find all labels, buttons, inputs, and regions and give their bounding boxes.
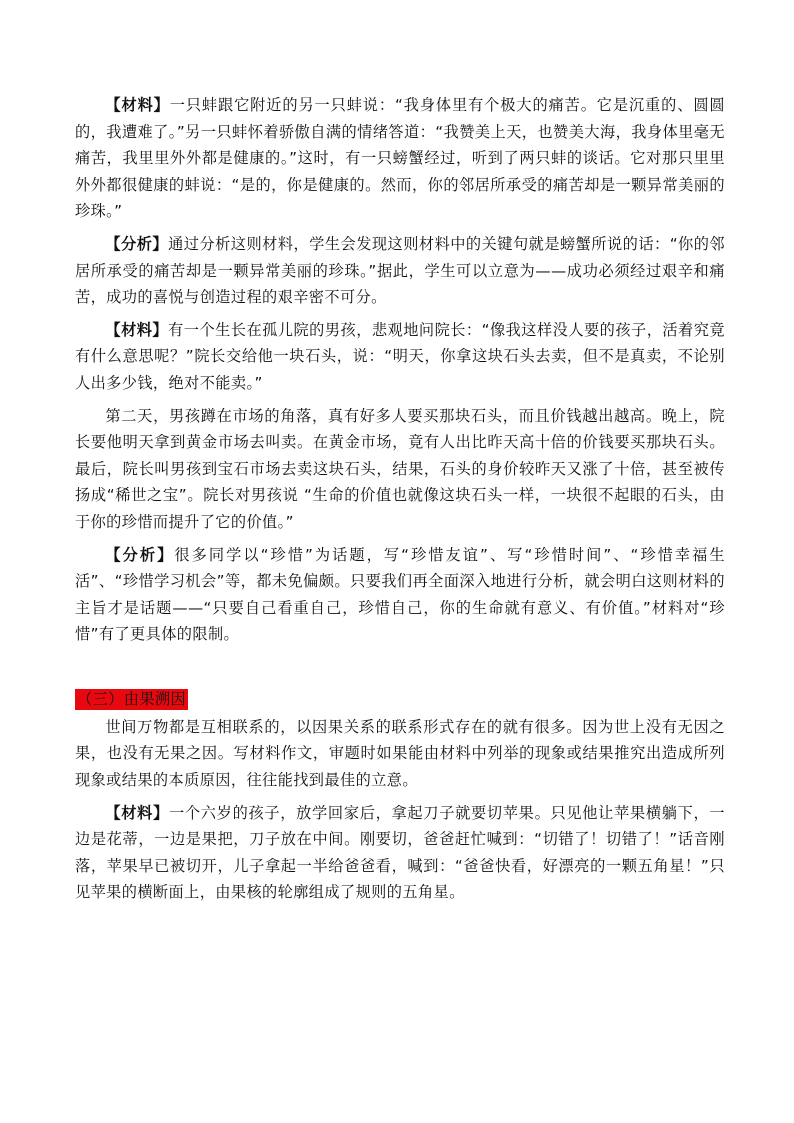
paragraph-text: 通过分析这则材料，学生会发现这则材料中的关键句就是螃蟹所说的话：“你的邻居所承受的痛苦却是一颗异常美丽的珍珠。”据此，学生可以立意为——成功必须经过艰辛和痛苦，成功的喜悦与创造过程的艰辛密不可分。 bbox=[75, 234, 725, 307]
paragraph-cause-effect-intro bbox=[75, 714, 725, 794]
material-tag: 【材料】 bbox=[105, 320, 169, 339]
paragraph-text: 世间万物都是互相联系的，以因果关系的联系形式存在的就有很多。因为世上没有无因之果，也没有无果之因。写材料作文，审题时如果能由材料中列举的现象或结果推究出造成所列现象或结果的本质原因，往往能找到最佳的立意。 bbox=[75, 717, 725, 790]
paragraph-text: 一只蚌跟它附近的另一只蚌说：“我身体里有个极大的痛苦。它是沉重的、圆圆的，我遭难了。”另一只蚌怀着骄傲自满的情绪答道：“我赞美上天，也赞美大海，我身体里毫无痛苦，我里里外外都是健康的。”这时，有一只螃蟹经过，听到了两只蚌的谈话。它对那只里里外外都很健康的蚌说：“是的，你是健康的。然而，你的邻居所承受的痛苦却是一颗异常美丽的珍珠。” bbox=[75, 96, 725, 221]
analysis-tag: 【分析】 bbox=[105, 545, 175, 564]
material-tag: 【材料】 bbox=[105, 803, 169, 822]
paragraph-analysis-cherish bbox=[75, 542, 725, 648]
paragraph-text: 有一个生长在孤儿院的男孩，悲观地问院长：“像我这样没人要的孩子，活着究竟有什么意思呢？”院长交给他一块石头，说：“明天，你拿这块石头去卖，但不是真卖，不论别人出多少钱，绝对不能卖。” bbox=[75, 320, 725, 392]
material-tag: 【材料】 bbox=[105, 96, 170, 114]
paragraph-orphan-continued bbox=[75, 403, 725, 536]
paragraph-text: 很多同学以“珍惜”为话题，写“珍惜友谊”、写“珍惜时间”、“珍惜幸福生活”、“珍惜学习机会”等，都未免偏颇。只要我们再全面深入地进行分析，就会明白这则材料的主旨才是话题——“只要自己看重自己，珍惜自己，你的生命就有意义、有价值。”材料对“珍惜”有了更具体的限制。 bbox=[75, 545, 726, 644]
section-heading bbox=[75, 688, 725, 710]
section-heading-label: （三）由果溯因 bbox=[77, 689, 187, 708]
paragraph-material-clam bbox=[75, 92, 725, 225]
paragraph-text: 一个六岁的孩子，放学回家后，拿起刀子就要切苹果。只见他让苹果横躺下，一边是花蒂，一边是果把，刀子放在中间。刚要切，爸爸赶忙喊到：“切错了！切错了！”话音刚落，苹果早已被切开，儿子拿起一半给爸爸看，喊到：“爸爸快看，好漂亮的一颗五角星！”只见苹果的横断面上，由果核的轮廓组成了规则的五角星。 bbox=[75, 803, 726, 902]
paragraph-material-orphan bbox=[75, 317, 725, 397]
paragraph-text: 第二天，男孩蹲在市场的角落，真有好多人要买那块石头，而且价钱越出越高。晚上，院长要他明天拿到黄金市场去叫卖。在黄金市场，竟有人出比昨天高十倍的价钱要买那块石头。最后，院长叫男孩到宝石市场去卖这块石头，结果，石头的身价较昨天又涨了十倍，甚至被传扬成“稀世之宝”。院长对男孩说 “生命的价值也就像这块石头一样，一块很不起眼的石头，由于你的珍惜而提升了它的价值。” bbox=[75, 406, 725, 531]
analysis-tag: 【分析】 bbox=[105, 234, 169, 253]
paragraph-material-apple bbox=[75, 800, 725, 906]
paragraph-analysis-clam bbox=[75, 231, 725, 311]
document-body bbox=[75, 92, 725, 906]
